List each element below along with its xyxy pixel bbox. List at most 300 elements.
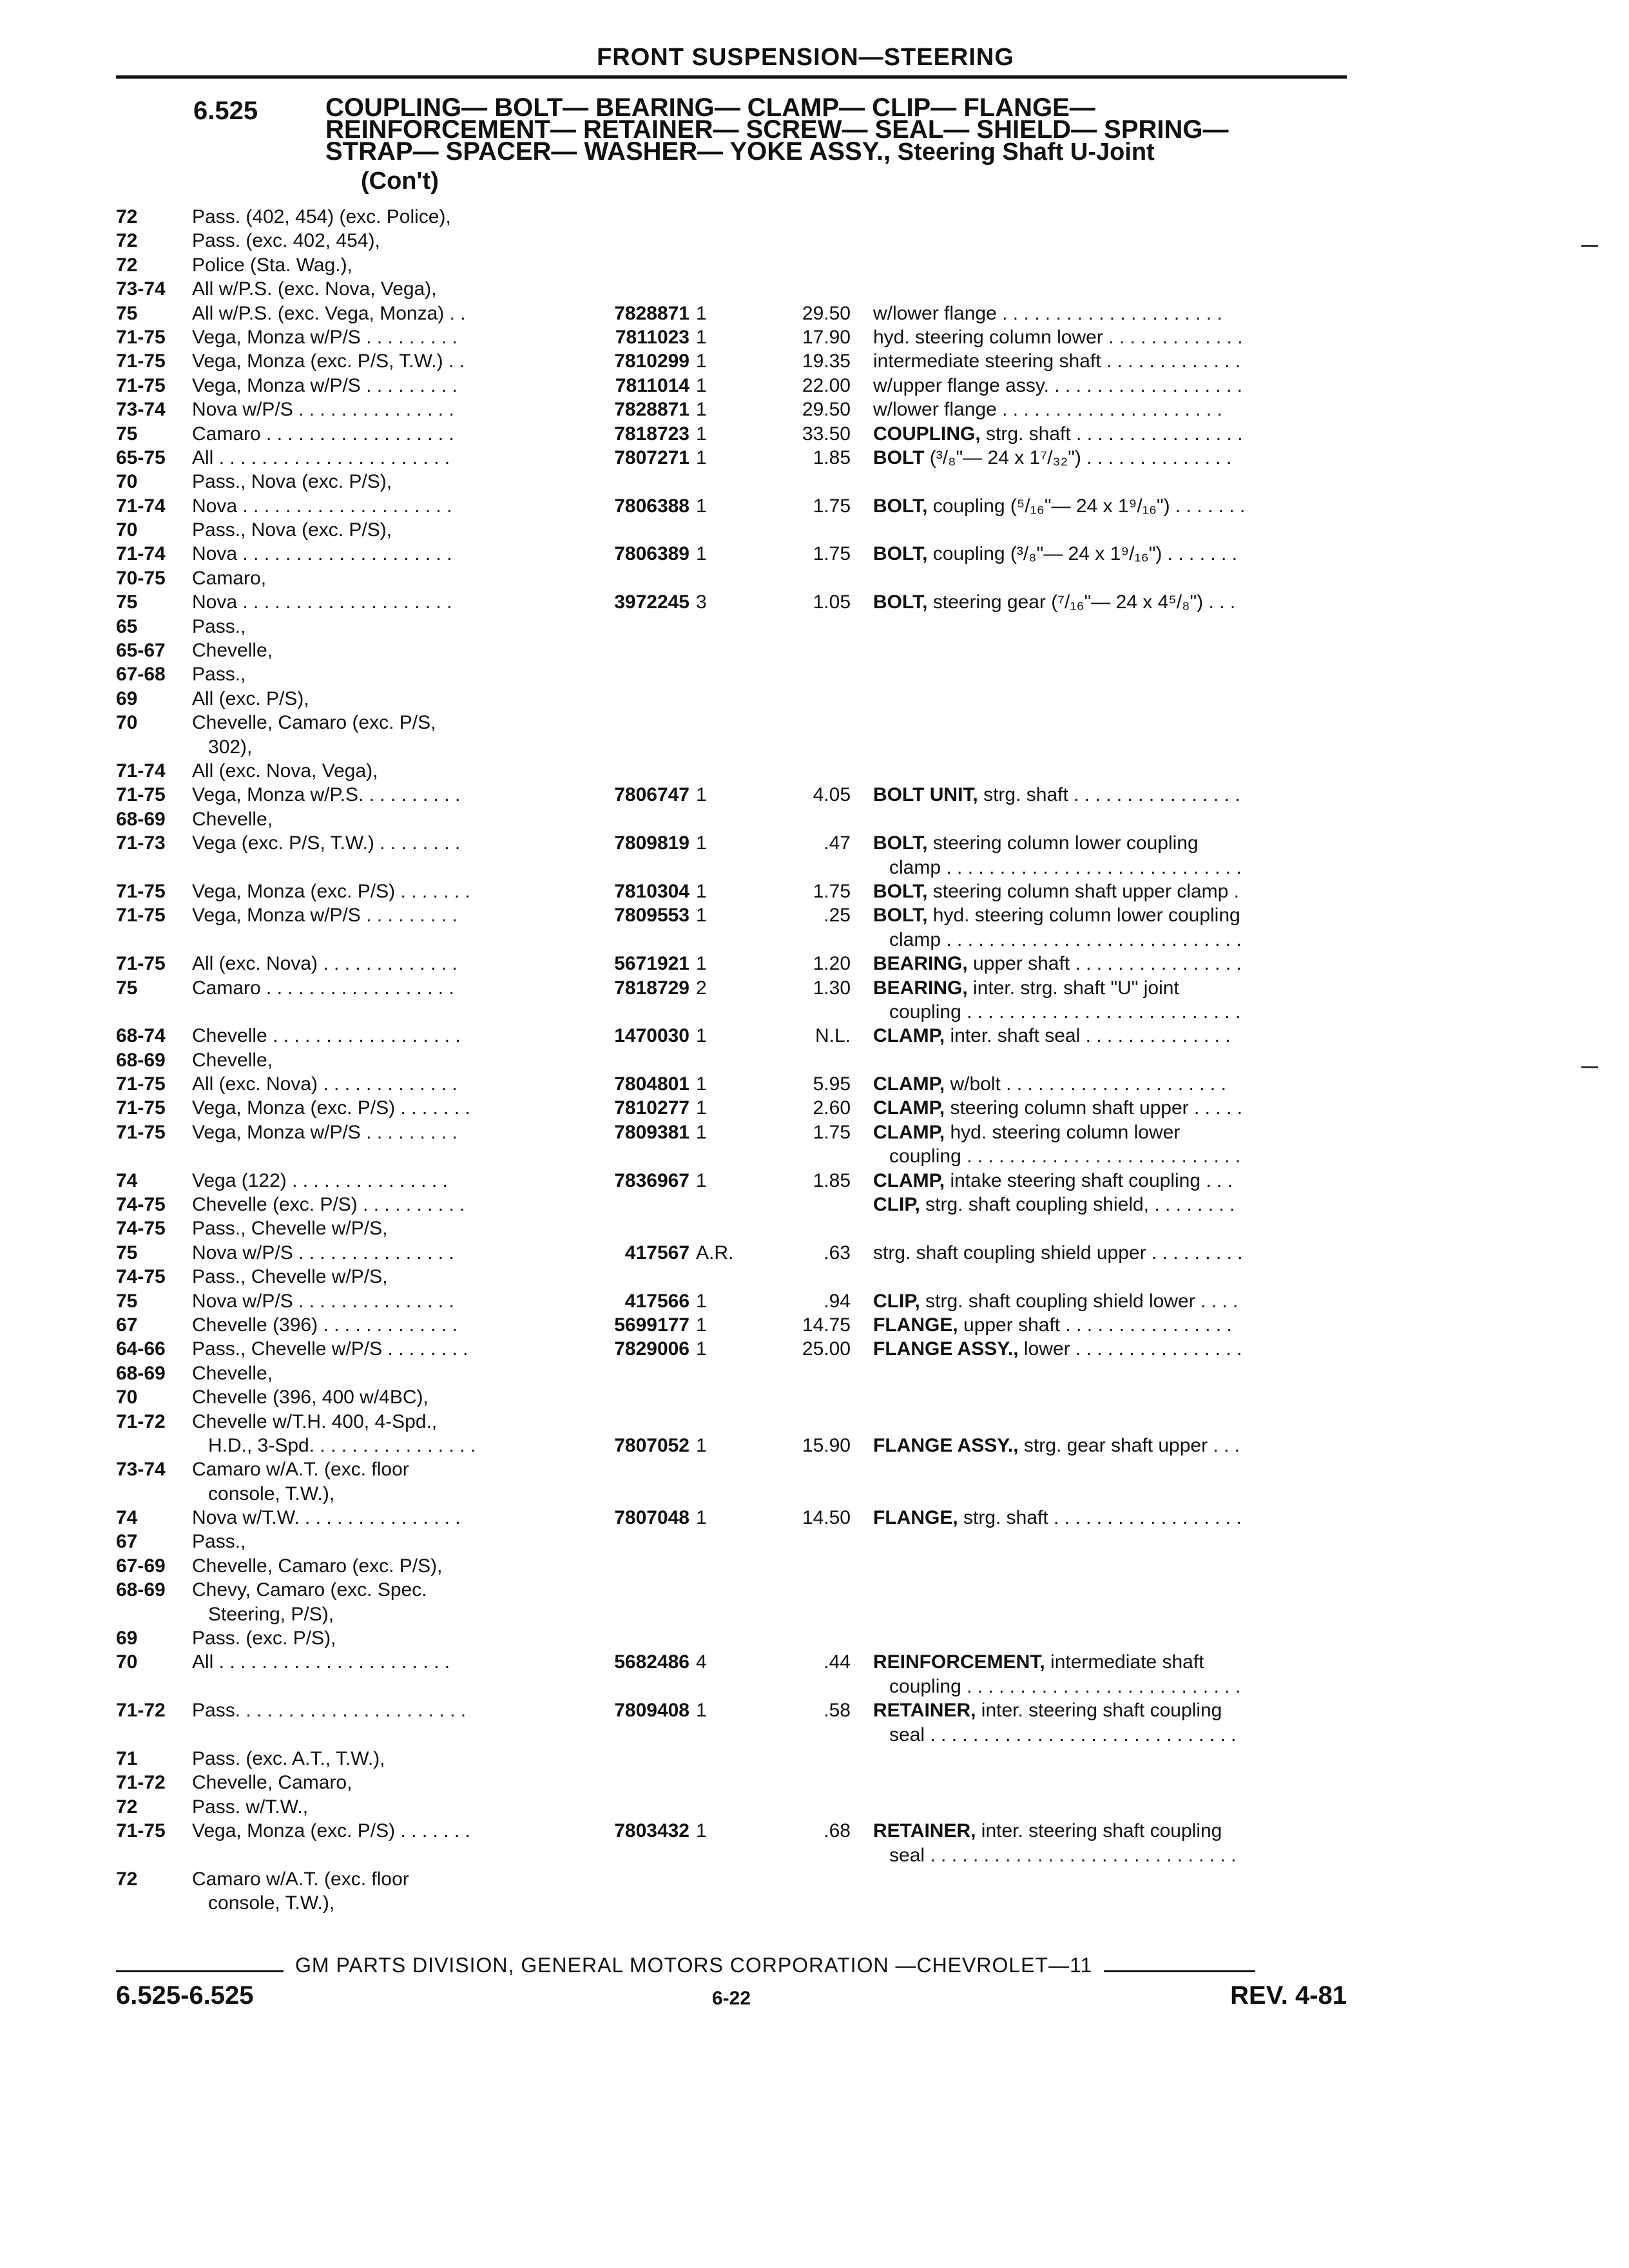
quantity-cell: 1 (696, 1025, 707, 1047)
quantity-cell: 1 (696, 543, 707, 565)
footer-revision: REV. 4-81 (1230, 1981, 1347, 2010)
description-part-name: FLANGE, (873, 1507, 958, 1529)
model-cell: All (exc. Nova, Vega), (192, 760, 378, 782)
table-row (116, 229, 1347, 253)
description-cell (873, 879, 1350, 903)
quantity-cell: 1 (696, 1700, 707, 1722)
part-number-cell: 7807052 (614, 1434, 689, 1456)
description-text: clamp . . . . . . . . . . . . . . . . . . . . . . . . . . . . (873, 928, 1242, 950)
year-cell: 73-74 (116, 278, 166, 300)
year-cell: 71-75 (116, 1073, 166, 1095)
part-number-cell: 7809819 (614, 832, 689, 854)
model-cell: Camaro . . . . . . . . . . . . . . . . . . (192, 977, 454, 999)
description-text: seal . . . . . . . . . . . . . . . . . . . . . . . . . . . . . (873, 1844, 1237, 1866)
quantity-cell: 1 (696, 374, 707, 396)
description-part-name: BOLT, (873, 591, 928, 613)
year-cell: 70 (116, 1387, 138, 1408)
table-row (116, 1265, 1347, 1289)
year-cell: 65-67 (116, 640, 166, 662)
table-row (116, 952, 1347, 975)
table-row (116, 422, 1347, 446)
model-cell: Chevelle (396) . . . . . . . . . . . . . (192, 1314, 458, 1336)
model-cell: Steering, P/S), (192, 1603, 334, 1625)
year-cell: 73-74 (116, 399, 166, 421)
description-cell (873, 1819, 1350, 1843)
year-cell: 72 (116, 1868, 138, 1890)
part-number-cell: 7810299 (614, 351, 689, 372)
part-number-cell: 7828871 (614, 399, 689, 421)
year-cell: 70 (116, 1651, 138, 1673)
year-cell: 71-75 (116, 326, 166, 348)
model-cell: Pass. (exc. 402, 454), (192, 230, 380, 252)
description-cell (873, 446, 1350, 470)
model-cell: Chevelle, (192, 1362, 273, 1384)
table-row (116, 1723, 1347, 1747)
description-part-name: CLAMP, (873, 1121, 945, 1143)
model-cell: Nova . . . . . . . . . . . . . . . . . . . . (192, 591, 452, 613)
part-number-cell: 7807271 (614, 447, 689, 468)
table-row (116, 1072, 1347, 1096)
description-text: coupling (³/₈"— 24 x 1⁹/₁₆") . . . . . . . (927, 543, 1238, 565)
description-text: upper shaft . . . . . . . . . . . . . . . . (967, 953, 1242, 975)
table-row (116, 711, 1347, 735)
description-part-name: BOLT, (873, 880, 928, 902)
table-row (116, 1169, 1347, 1193)
year-cell: 67 (116, 1531, 138, 1553)
description-part-name: COUPLING, (873, 423, 981, 445)
description-part-name: BOLT UNIT, (873, 784, 978, 806)
description-text: (³/₈"— 24 x 1⁷/₃₂") . . . . . . . . . . . . . . (924, 447, 1232, 468)
quantity-cell: 1 (696, 351, 707, 372)
description-text: coupling . . . . . . . . . . . . . . . . . . . . . . . . . . (873, 1146, 1241, 1168)
table-row (116, 1337, 1347, 1361)
table-row (116, 1024, 1347, 1048)
model-cell: Vega, Monza (exc. P/S) . . . . . . . (192, 880, 470, 902)
table-row (116, 1144, 1347, 1168)
description-cell (873, 1843, 1350, 1867)
description-part-name: CLAMP, (873, 1073, 945, 1095)
model-cell: Chevelle, (192, 640, 273, 662)
model-cell: Pass., Chevelle w/P/S . . . . . . . . (192, 1338, 468, 1360)
description-cell (873, 976, 1350, 1000)
footer-line (116, 1954, 1347, 1977)
model-cell: Pass., (192, 664, 246, 686)
quantity-cell: 1 (696, 423, 707, 445)
model-cell: Nova w/P/S . . . . . . . . . . . . . . . (192, 1242, 454, 1264)
description-text: coupling (⁵/₁₆"— 24 x 1⁹/₁₆") . . . . . . . (927, 495, 1246, 517)
table-row (116, 1650, 1347, 1674)
year-cell: 69 (116, 1628, 138, 1649)
year-cell: 72 (116, 1796, 138, 1818)
description-cell (873, 398, 1350, 421)
year-cell: 65 (116, 615, 138, 637)
description-text: coupling . . . . . . . . . . . . . . . . . . . . . . . . . . (873, 1001, 1241, 1023)
quantity-cell: 1 (696, 1338, 707, 1360)
quantity-cell: 1 (696, 953, 707, 975)
footer-section-range: 6.525-6.525 (116, 1981, 254, 2010)
description-text: w/lower flange . . . . . . . . . . . . . . . . . . . . . (873, 302, 1222, 324)
table-row (116, 566, 1347, 590)
model-cell: All w/P.S. (exc. Vega, Monza) . . (192, 302, 466, 324)
model-cell: Vega (exc. P/S, T.W.) . . . . . . . . (192, 832, 461, 854)
table-row (116, 494, 1347, 518)
description-text: intermediate steering shaft . . . . . . . . . . . . . (873, 351, 1241, 372)
model-cell: Chevelle . . . . . . . . . . . . . . . . . . (192, 1025, 461, 1047)
model-cell: console, T.W.), (192, 1483, 335, 1504)
description-cell (873, 1193, 1350, 1216)
year-cell: 75 (116, 302, 138, 324)
quantity-cell: 3 (696, 591, 707, 613)
description-text: strg. shaft . . . . . . . . . . . . . . . . (980, 423, 1243, 445)
model-cell: Pass. (exc. P/S), (192, 1628, 336, 1649)
section-title-suffix: Steering Shaft U-Joint (891, 139, 1155, 166)
table-row (116, 1313, 1347, 1337)
table-row (116, 1554, 1347, 1578)
quantity-cell: 1 (696, 1097, 707, 1119)
table-row (116, 903, 1347, 927)
table-row (116, 1216, 1347, 1240)
description-cell (873, 1000, 1350, 1024)
quantity-cell: 1 (696, 1290, 707, 1312)
description-part-name: BEARING, (873, 953, 968, 975)
price-cell: .47 (824, 832, 851, 854)
model-cell: Camaro w/A.T. (exc. floor (192, 1868, 409, 1890)
description-cell (873, 349, 1350, 373)
year-cell: 75 (116, 591, 138, 613)
year-cell: 70 (116, 471, 138, 493)
model-cell: Chevy, Camaro (exc. Spec. (192, 1579, 427, 1601)
part-number-cell: 7829006 (614, 1338, 689, 1360)
table-row (116, 1457, 1347, 1481)
model-cell: All (exc. Nova) . . . . . . . . . . . . . (192, 953, 458, 975)
table-row (116, 1385, 1347, 1409)
description-part-name: FLANGE ASSY., (873, 1434, 1019, 1456)
table-row (116, 1361, 1347, 1385)
description-text: w/bolt . . . . . . . . . . . . . . . . . . . . . (945, 1073, 1226, 1095)
description-cell (873, 1506, 1350, 1530)
year-cell: 71-72 (116, 1410, 166, 1432)
table-row (116, 1410, 1347, 1434)
table-row (116, 374, 1347, 398)
price-cell: N.L. (815, 1025, 851, 1047)
model-cell: Pass., Chevelle w/P/S, (192, 1218, 388, 1240)
part-number-cell: 7810304 (614, 880, 689, 902)
quantity-cell: 1 (696, 905, 707, 927)
description-cell (873, 1723, 1350, 1747)
model-cell: Camaro w/A.T. (exc. floor (192, 1459, 409, 1481)
model-cell: Vega, Monza w/P/S . . . . . . . . . (192, 905, 458, 927)
year-cell: 68-69 (116, 1049, 166, 1071)
description-text: steering gear (⁷/₁₆"— 24 x 4⁵/₈") . . . (927, 591, 1236, 613)
model-cell: Vega, Monza w/P/S . . . . . . . . . (192, 374, 458, 396)
model-cell: Chevelle, Camaro, (192, 1772, 352, 1794)
quantity-cell: 1 (696, 326, 707, 348)
description-cell (873, 1072, 1350, 1096)
description-cell (873, 831, 1350, 855)
description-part-name: FLANGE ASSY., (873, 1338, 1019, 1360)
price-cell: 19.35 (802, 351, 851, 372)
quantity-cell: 4 (696, 1651, 707, 1673)
part-number-cell: 7809553 (614, 905, 689, 927)
year-cell: 74 (116, 1507, 138, 1529)
table-row (116, 1000, 1347, 1024)
description-text: hyd. steering column lower (945, 1121, 1181, 1143)
table-row (116, 1891, 1347, 1915)
year-cell: 71-75 (116, 1097, 166, 1119)
description-text: inter. strg. shaft "U" joint (967, 977, 1179, 999)
description-part-name: RETAINER, (873, 1700, 976, 1722)
table-row (116, 302, 1347, 325)
table-row (116, 325, 1347, 349)
price-cell: 1.75 (813, 1121, 851, 1143)
quantity-cell: 1 (696, 1073, 707, 1095)
part-number-cell: 7806388 (614, 495, 689, 517)
year-cell: 74 (116, 1169, 138, 1191)
footer-page-number: 6-22 (711, 1988, 751, 2009)
table-row (116, 1867, 1347, 1891)
part-number-cell: 7811014 (615, 374, 689, 396)
page-footer (116, 1954, 1347, 2013)
description-text: intermediate shaft (1045, 1651, 1204, 1673)
table-row (116, 590, 1347, 614)
year-cell: 68-69 (116, 1362, 166, 1384)
section-title (325, 93, 1356, 166)
quantity-cell: 1 (696, 1507, 707, 1529)
model-cell: All w/P.S. (exc. Nova, Vega), (192, 278, 437, 300)
section-title-text: STRAP— SPACER— WASHER— YOKE ASSY., (325, 137, 891, 166)
part-number-cell: 7836967 (614, 1169, 689, 1191)
table-row (116, 1120, 1347, 1144)
description-cell (873, 783, 1350, 807)
table-row (116, 615, 1347, 639)
description-text: lower . . . . . . . . . . . . . . . . (1018, 1338, 1242, 1360)
price-cell: 4.05 (813, 784, 851, 806)
description-text: coupling . . . . . . . . . . . . . . . . . . . . . . . . . . (873, 1675, 1241, 1697)
section-number: 6.525 (193, 97, 258, 125)
description-cell (873, 1169, 1350, 1193)
price-cell: 14.75 (802, 1314, 851, 1336)
description-part-name: RETAINER, (873, 1820, 976, 1842)
table-row (116, 831, 1347, 855)
table-row (116, 1675, 1347, 1698)
part-number-cell: 5699177 (614, 1314, 689, 1336)
year-cell: 72 (116, 206, 138, 227)
part-number-cell: 417566 (624, 1290, 689, 1312)
model-cell: Vega, Monza (exc. P/S, T.W.) . . (192, 351, 465, 372)
year-cell: 71-75 (116, 953, 166, 975)
price-cell: 22.00 (802, 374, 851, 396)
price-cell: 1.85 (813, 1169, 851, 1191)
price-cell: 29.50 (802, 302, 851, 324)
model-cell: Pass. w/T.W., (192, 1796, 309, 1818)
description-text: steering column shaft upper clamp . (927, 880, 1240, 902)
description-text: hyd. steering column lower coupling (927, 905, 1240, 927)
year-cell: 64-66 (116, 1338, 166, 1360)
description-text: strg. shaft coupling shield, . . . . . . . . (920, 1194, 1235, 1216)
price-cell: 1.85 (813, 447, 851, 468)
quantity-cell: 2 (696, 977, 707, 999)
part-number-cell: 7818729 (614, 977, 689, 999)
part-number-cell: 7810277 (614, 1097, 689, 1119)
year-cell: 65-75 (116, 447, 166, 468)
year-cell: 68-69 (116, 1579, 166, 1601)
description-cell (873, 1096, 1350, 1120)
year-cell: 71-74 (116, 760, 166, 782)
table-row (116, 470, 1347, 494)
table-row (116, 856, 1347, 879)
footer-bottom (116, 1981, 1347, 2013)
description-part-name: BOLT, (873, 543, 928, 565)
description-text: intake steering shaft coupling . . . (945, 1169, 1233, 1191)
table-row (116, 1482, 1347, 1506)
part-number-cell: 7811023 (615, 326, 689, 348)
description-text: inter. steering shaft coupling (976, 1820, 1222, 1842)
quantity-cell: 1 (696, 1169, 707, 1191)
year-cell: 71-73 (116, 832, 166, 854)
model-cell: Nova w/T.W. . . . . . . . . . . . . . . . (192, 1507, 461, 1529)
price-cell: 33.50 (802, 423, 851, 445)
description-cell (873, 1675, 1350, 1698)
price-cell: 15.90 (802, 1434, 851, 1456)
table-row (116, 1771, 1347, 1794)
price-cell: 1.75 (813, 880, 851, 902)
description-part-name: BOLT, (873, 832, 928, 854)
description-cell (873, 325, 1350, 349)
model-cell: All . . . . . . . . . . . . . . . . . . . . . . (192, 1651, 450, 1673)
table-row (116, 1241, 1347, 1265)
part-number-cell: 7803432 (614, 1820, 689, 1842)
description-part-name: CLAMP, (873, 1097, 945, 1119)
part-number-cell: 7809408 (614, 1700, 689, 1722)
year-cell: 75 (116, 423, 138, 445)
price-cell: 29.50 (802, 399, 851, 421)
description-text: steering column shaft upper . . . . . (945, 1097, 1243, 1119)
description-text: strg. gear shaft upper . . . (1018, 1434, 1240, 1456)
year-cell: 71-74 (116, 543, 166, 565)
year-cell: 71-74 (116, 495, 166, 517)
year-cell: 73-74 (116, 1459, 166, 1481)
model-cell: Pass. . . . . . . . . . . . . . . . . . . . . . (192, 1700, 467, 1722)
model-cell: Police (Sta. Wag.), (192, 254, 352, 276)
table-row (116, 446, 1347, 470)
year-cell: 68-74 (116, 1025, 166, 1047)
table-row (116, 1578, 1347, 1602)
description-cell (873, 1337, 1350, 1361)
quantity-cell: 1 (696, 399, 707, 421)
description-cell (873, 1241, 1350, 1265)
description-part-name: BOLT (873, 447, 925, 468)
table-row (116, 1048, 1347, 1072)
year-cell: 75 (116, 977, 138, 999)
price-cell: 1.75 (813, 495, 851, 517)
quantity-cell: 1 (696, 1820, 707, 1842)
year-cell: 74-75 (116, 1266, 166, 1288)
part-number-cell: 7809381 (614, 1121, 689, 1143)
model-cell: Nova . . . . . . . . . . . . . . . . . . . . (192, 543, 452, 565)
year-cell: 71-72 (116, 1700, 166, 1722)
continued-label: (Con't) (361, 168, 439, 195)
header-rule (116, 75, 1347, 79)
table-row (116, 1819, 1347, 1843)
footer-rule (1104, 1970, 1255, 1972)
table-row (116, 1626, 1347, 1650)
price-cell: 1.05 (813, 591, 851, 613)
model-cell: Chevelle (exc. P/S) . . . . . . . . . . (192, 1194, 465, 1216)
price-cell: 14.50 (802, 1507, 851, 1529)
quantity-cell: 1 (696, 302, 707, 324)
description-cell (873, 1313, 1350, 1337)
part-number-cell: 417567 (624, 1242, 689, 1264)
model-cell: Chevelle, Camaro (exc. P/S), (192, 1555, 443, 1577)
description-text: inter. steering shaft coupling (976, 1700, 1222, 1722)
description-cell (873, 374, 1350, 398)
table-row (116, 1193, 1347, 1216)
description-text: clamp . . . . . . . . . . . . . . . . . . . . . . . . . . . . (873, 856, 1242, 878)
table-row (116, 879, 1347, 903)
table-row (116, 759, 1347, 783)
part-number-cell: 1470030 (614, 1025, 689, 1047)
table-row (116, 687, 1347, 711)
year-cell: 70-75 (116, 567, 166, 589)
table-row (116, 277, 1347, 301)
description-text: w/upper flange assy. . . . . . . . . . . . . . . . . . . (873, 374, 1242, 396)
parts-table (116, 205, 1347, 1916)
model-cell: Pass., (192, 1531, 246, 1553)
model-cell: Chevelle, (192, 1049, 273, 1071)
model-cell: console, T.W.), (192, 1892, 335, 1914)
model-cell: Pass., Nova (exc. P/S), (192, 519, 392, 541)
part-number-cell: 7828871 (614, 302, 689, 324)
footer-publisher: GM PARTS DIVISION, GENERAL MOTORS CORPORATION —CHEVROLET—11 (295, 1954, 1093, 1977)
year-cell: 75 (116, 1290, 138, 1312)
description-cell (873, 1698, 1350, 1722)
price-cell: 2.60 (813, 1097, 851, 1119)
price-cell: .58 (824, 1700, 851, 1722)
model-cell: Chevelle w/T.H. 400, 4-Spd., (192, 1410, 438, 1432)
description-text: strg. shaft coupling shield lower . . . . (920, 1290, 1239, 1312)
year-cell: 71 (116, 1748, 138, 1769)
description-part-name: BOLT, (873, 905, 928, 927)
description-text: strg. shaft . . . . . . . . . . . . . . . . . . (958, 1507, 1242, 1529)
part-number-cell: 7804801 (614, 1073, 689, 1095)
year-cell: 71-75 (116, 905, 166, 927)
description-text: inter. shaft seal . . . . . . . . . . . . . . (945, 1025, 1231, 1047)
description-text: upper shaft . . . . . . . . . . . . . . . . (958, 1314, 1232, 1336)
year-cell: 68-69 (116, 808, 166, 830)
margin-mark (1581, 1066, 1598, 1068)
table-row (116, 1530, 1347, 1553)
description-cell (873, 903, 1350, 927)
model-cell: Nova w/P/S . . . . . . . . . . . . . . . (192, 1290, 454, 1312)
description-cell (873, 542, 1350, 566)
quantity-cell: 1 (696, 1314, 707, 1336)
table-row (116, 205, 1347, 229)
model-cell: All (exc. P/S), (192, 687, 309, 709)
year-cell: 74-75 (116, 1194, 166, 1216)
model-cell: Pass., (192, 615, 246, 637)
table-row (116, 1289, 1347, 1313)
table-row (116, 1747, 1347, 1771)
description-text: strg. shaft coupling shield upper . . . . . . . . . (873, 1242, 1243, 1264)
description-text: w/lower flange . . . . . . . . . . . . . . . . . . . . . (873, 399, 1222, 421)
year-cell: 71-75 (116, 1820, 166, 1842)
description-cell (873, 494, 1350, 518)
model-cell: Vega, Monza w/P.S. . . . . . . . . . (192, 784, 461, 806)
part-number-cell: 5682486 (614, 1651, 689, 1673)
price-cell: 1.75 (813, 543, 851, 565)
description-part-name: BEARING, (873, 977, 968, 999)
price-cell: 25.00 (802, 1338, 851, 1360)
